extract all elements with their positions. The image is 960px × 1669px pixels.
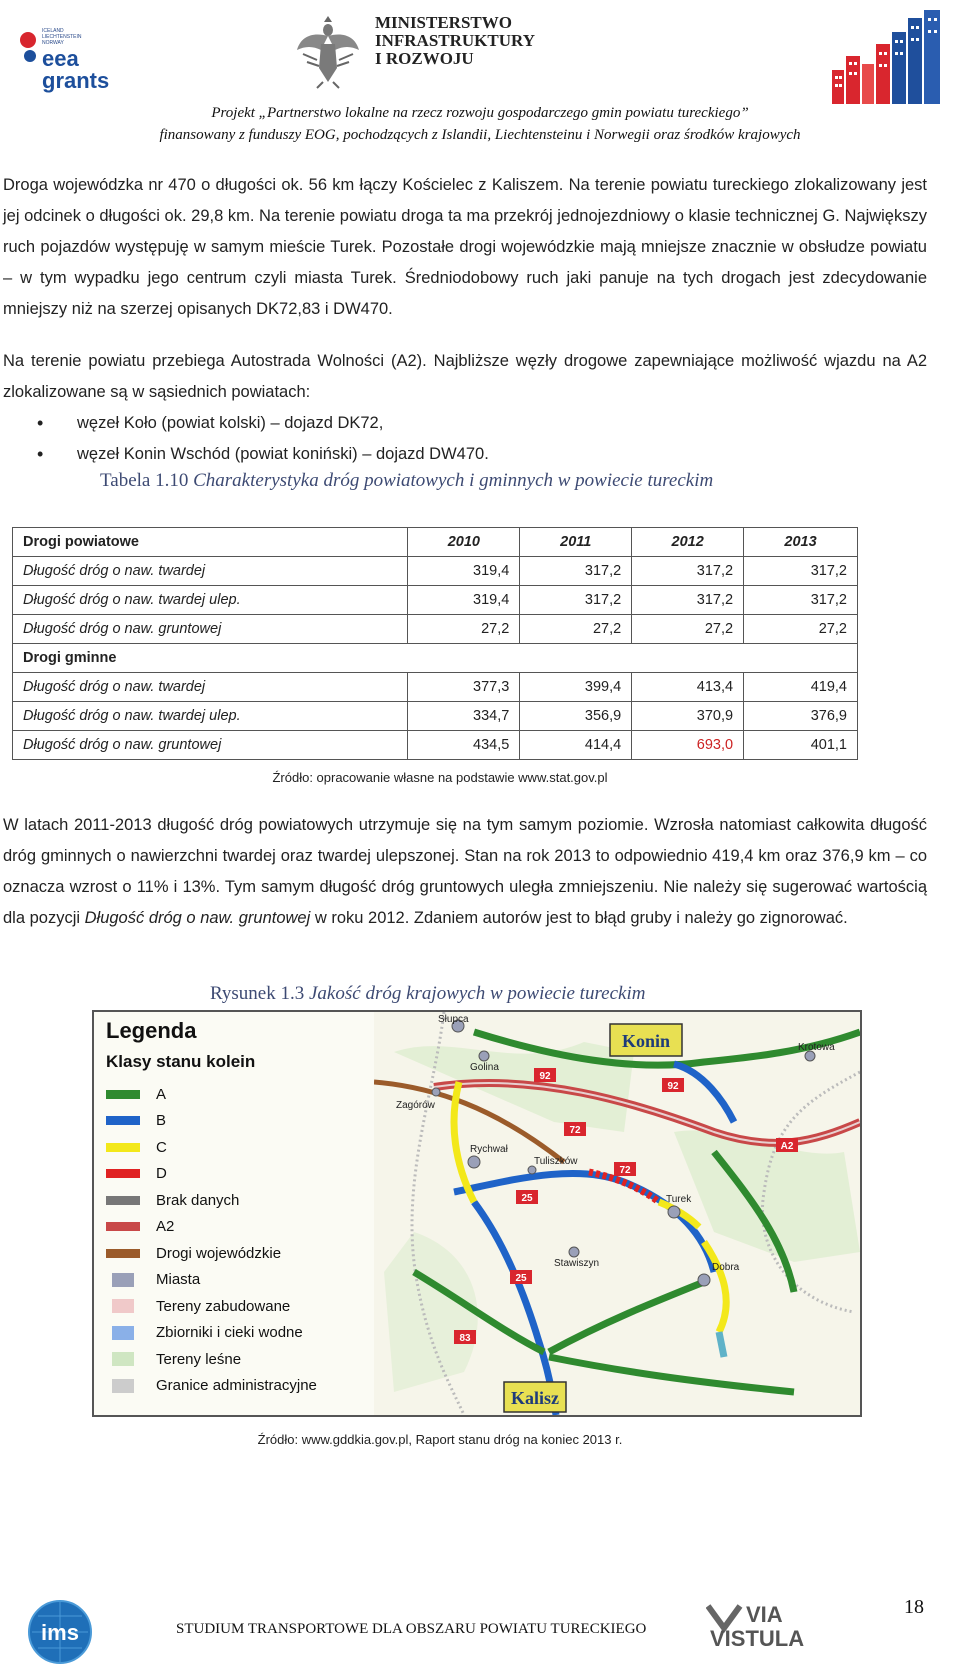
- year-header: 2010: [408, 528, 520, 557]
- legend-swatch-icon: [112, 1326, 134, 1340]
- paragraph-a2: Na terenie powiatu przebiega Autostrada Wolności (A2). Najbliższe węzły drogowe zapewniające możliwość wjazdu na A2 zlokalizowane są w sąsiednich powiatach:: [3, 352, 927, 401]
- place-label: Stawiszyn: [554, 1258, 600, 1269]
- legend-item: [106, 1323, 303, 1343]
- legend-title: Legenda: [106, 1018, 197, 1043]
- eea-grants-logo: [18, 22, 138, 92]
- place-label: Golina: [470, 1062, 499, 1073]
- table-cell: 27,2: [520, 615, 632, 644]
- legend-item: [106, 1296, 290, 1316]
- legend-swatch-icon: [106, 1116, 140, 1125]
- table-header-row: [13, 528, 858, 557]
- legend-item: [106, 1084, 166, 1104]
- project-title: Projekt „Partnerstwo lokalne na rzecz rozwoju gospodarczego gmin powiatu tureckiego”: [211, 105, 749, 121]
- legend-swatch-icon: [106, 1169, 140, 1178]
- road-number-label: 92: [539, 1071, 551, 1082]
- table-row: [13, 557, 858, 586]
- table-cell: 377,3: [408, 673, 520, 702]
- table-cell: 27,2: [408, 615, 520, 644]
- row-label: Długość dróg o naw. gruntowej: [13, 615, 408, 644]
- table-cell: 399,4: [520, 673, 632, 702]
- page-number: 18: [904, 1596, 924, 1618]
- place-label: Dobra: [712, 1262, 740, 1273]
- ims-logo-text: ims: [41, 1620, 79, 1645]
- legend-label: D: [156, 1165, 167, 1182]
- footer-title: STUDIUM TRANSPORTOWE DLA OBSZARU POWIATU TURECKIEGO: [176, 1621, 647, 1637]
- row-label: Długość dróg o naw. twardej: [13, 673, 408, 702]
- eagle-icon: [293, 10, 363, 90]
- legend-swatch-icon: [112, 1299, 134, 1313]
- eea-drop-icon: [20, 32, 36, 48]
- table-cell: 317,2: [520, 586, 632, 615]
- row-label: Długość dróg o naw. twardej: [13, 557, 408, 586]
- a2-nodes-list: [3, 408, 927, 470]
- table-caption-number: Tabela 1.10: [100, 470, 194, 491]
- vistula-text: VISTULA: [710, 1626, 805, 1650]
- table-cell-highlighted: 693,0: [632, 731, 744, 760]
- legend-label: Tereny leśne: [156, 1350, 242, 1368]
- legend-item: [106, 1137, 167, 1157]
- via-vistula-logo: [706, 1600, 862, 1650]
- page-header: [0, 0, 960, 160]
- table-cell: 419,4: [744, 673, 858, 702]
- city-box-kalisz: Kalisz: [511, 1388, 559, 1408]
- legend-subtitle: Klasy stanu kolein: [106, 1052, 256, 1071]
- table-row: [13, 702, 858, 731]
- figure-caption-title: Jakość dróg krajowych w powiecie tureckim: [309, 983, 646, 1004]
- place-label: Tuliszków: [534, 1156, 578, 1167]
- paragraph-dw470: Droga wojewódzka nr 470 o długości ok. 56 km łączy Kościelec z Kaliszem. Na terenie powiatu tureckiego zlokalizowany jest jej odcinek o długości ok. 29,8 km. Na terenie powiatu droga ta ma przekrój jednojezdniowy o klasie technicznej G. Największy ruch pojazdów występuję w samym mieście Turek. Pozostałe drogi wojewódzkie mają mniejsze znacznie w obsłudze powiatu – w tym wypadku jego centrum czyli miasta Turek. Średniodobowy ruch jaki panuje na tych drogach jest zdecydowanie mniejszy niż na szerzej opisanych DK72,83 i DW470.: [3, 176, 927, 318]
- legend-swatch-icon: [106, 1143, 140, 1152]
- legend-label: Tereny zabudowane: [156, 1297, 291, 1315]
- city-skyline-icon: [830, 8, 950, 104]
- table-caption-title: Charakterystyka dróg powiatowych i gminnych w powiecie tureckim: [193, 470, 714, 491]
- summary-emphasis: Długość dróg o naw. gruntowej: [84, 909, 311, 927]
- legend-item: [106, 1111, 166, 1131]
- figure-caption-number: Rysunek 1.3: [210, 983, 309, 1004]
- table-cell: 317,2: [632, 586, 744, 615]
- legend-label: Zbiorniki i cieki wodne: [156, 1324, 303, 1341]
- paragraph-summary: [3, 810, 927, 934]
- table-cell: 413,4: [632, 673, 744, 702]
- legend-item: [106, 1349, 241, 1369]
- year-header: 2011: [520, 528, 632, 557]
- via-text: VIA: [746, 1602, 783, 1627]
- table-cell: 376,9: [744, 702, 858, 731]
- table-caption: [100, 470, 713, 492]
- table-cell: 334,7: [408, 702, 520, 731]
- legend-label: Brak danych: [156, 1191, 240, 1209]
- via-vistula-icon: [706, 1600, 862, 1650]
- project-funding: finansowany z funduszy EOG, pochodzących z Islandii, Liechtensteinu i Norwegii oraz środków krajowych: [159, 127, 801, 143]
- legend-item: [106, 1217, 174, 1237]
- table-cell: 319,4: [408, 586, 520, 615]
- map-drawing: [374, 1012, 860, 1415]
- eea-grants-text: eea grants: [42, 46, 110, 93]
- table-row: [13, 673, 858, 702]
- ims-globe-icon: [28, 1600, 92, 1664]
- table-source: Źródło: opracowanie własne na podstawie www.stat.gov.pl: [272, 770, 608, 785]
- legend-label: Granice administracyjne: [156, 1377, 317, 1394]
- place-label: Turek: [666, 1194, 692, 1205]
- legend-item: [106, 1270, 200, 1290]
- legend-swatch-icon: [112, 1352, 134, 1366]
- city-box-konin: Konin: [621, 1031, 671, 1051]
- list-item: • węzeł Konin Wschód (powiat koniński) – dojazd DW470.: [3, 439, 927, 470]
- road-number-label: 25: [521, 1193, 533, 1204]
- road-number-label: 72: [569, 1125, 581, 1136]
- place-label: Krotowa: [798, 1042, 835, 1053]
- legend-swatch-icon: [106, 1249, 140, 1258]
- legend-label: A2: [156, 1218, 175, 1235]
- place-label: Słupca: [438, 1014, 469, 1025]
- legend-swatch-icon: [106, 1222, 140, 1231]
- legend-label: B: [156, 1112, 167, 1129]
- row-label: Długość dróg o naw. twardej ulep.: [13, 586, 408, 615]
- legend-swatch-icon: [106, 1196, 140, 1205]
- legend-swatch-icon: [112, 1273, 134, 1287]
- summary-text-end: w roku 2012. Zdaniem autorów jest to błąd gruby i należy go zignorować.: [310, 909, 848, 927]
- table-cell: 414,4: [520, 731, 632, 760]
- road-number-label: 92: [667, 1081, 679, 1092]
- legend-label: C: [156, 1138, 167, 1156]
- road-number-label: 72: [619, 1165, 631, 1176]
- roads-table: [12, 527, 858, 760]
- table-row: [13, 731, 858, 760]
- figure-source: Źródło: www.gddkia.gov.pl, Raport stanu dróg na koniec 2013 r.: [257, 1432, 623, 1447]
- road-number-label: 25: [515, 1273, 527, 1284]
- table-cell: 317,2: [744, 586, 858, 615]
- legend-item: [106, 1164, 167, 1184]
- table-cell: 317,2: [744, 557, 858, 586]
- city-buildings-logo: [830, 8, 950, 104]
- table-cell: 356,9: [520, 702, 632, 731]
- legend-swatch-icon: [112, 1379, 134, 1393]
- table-cell: 319,4: [408, 557, 520, 586]
- legend-item: [106, 1190, 239, 1210]
- year-header: 2012: [632, 528, 744, 557]
- table-cell: 27,2: [744, 615, 858, 644]
- table-cell: 370,9: [632, 702, 744, 731]
- road-quality-map: [92, 1010, 862, 1417]
- legend-swatch-icon: [106, 1090, 140, 1099]
- table-cell: 27,2: [632, 615, 744, 644]
- list-item: • węzeł Koło (powiat kolski) – dojazd DK72,: [3, 408, 927, 439]
- table-row: [13, 586, 858, 615]
- road-number-label: 83: [459, 1333, 471, 1344]
- legend-label: Drogi wojewódzkie: [156, 1244, 282, 1262]
- legend-item: [106, 1243, 281, 1263]
- legend-label: A: [156, 1085, 167, 1103]
- section-header-gminne: Drogi gminne: [13, 644, 858, 673]
- table-row: [13, 615, 858, 644]
- ministry-name: MINISTERSTWO INFRASTRUKTURY I ROZWOJU: [375, 13, 535, 68]
- legend-item: [106, 1376, 317, 1396]
- ministry-logo: [293, 10, 583, 100]
- year-header: 2013: [744, 528, 858, 557]
- legend-label: Miasta: [156, 1271, 201, 1288]
- eea-drop-icon: [24, 50, 36, 62]
- row-label: Długość dróg o naw. gruntowej: [13, 731, 408, 760]
- row-label: Długość dróg o naw. twardej ulep.: [13, 702, 408, 731]
- section-header-powiatowe: Drogi powiatowe: [13, 528, 408, 557]
- table-cell: 401,1: [744, 731, 858, 760]
- table-cell: 317,2: [520, 557, 632, 586]
- road-number-label: A2: [780, 1141, 794, 1152]
- table-cell: 317,2: [632, 557, 744, 586]
- table-section-row: [13, 644, 858, 673]
- figure-caption: [210, 983, 645, 1005]
- ims-logo: [28, 1600, 92, 1664]
- table-cell: 434,5: [408, 731, 520, 760]
- place-label: Zagórów: [396, 1100, 435, 1111]
- eea-countries: ICELAND LIECHTENSTEIN NORWAY: [42, 28, 82, 46]
- summary-text: W latach 2011-2013 długość dróg powiatowych utrzymuje się na tym samym poziomie. Wzrosła natomiast całkowita długość dróg gminnych o nawierzchni twardej oraz twardej ulepszonej. Stan na rok 2013 to odpowiednio 419,4 km oraz 376,9 km – co oznacza wzrost o 11% i 13%. Tym samym długość dróg gruntowych uległa zmniejszeniu. Nie należy się sugerować wartością dla pozycji: [3, 816, 927, 927]
- place-label: Rychwał: [470, 1144, 508, 1155]
